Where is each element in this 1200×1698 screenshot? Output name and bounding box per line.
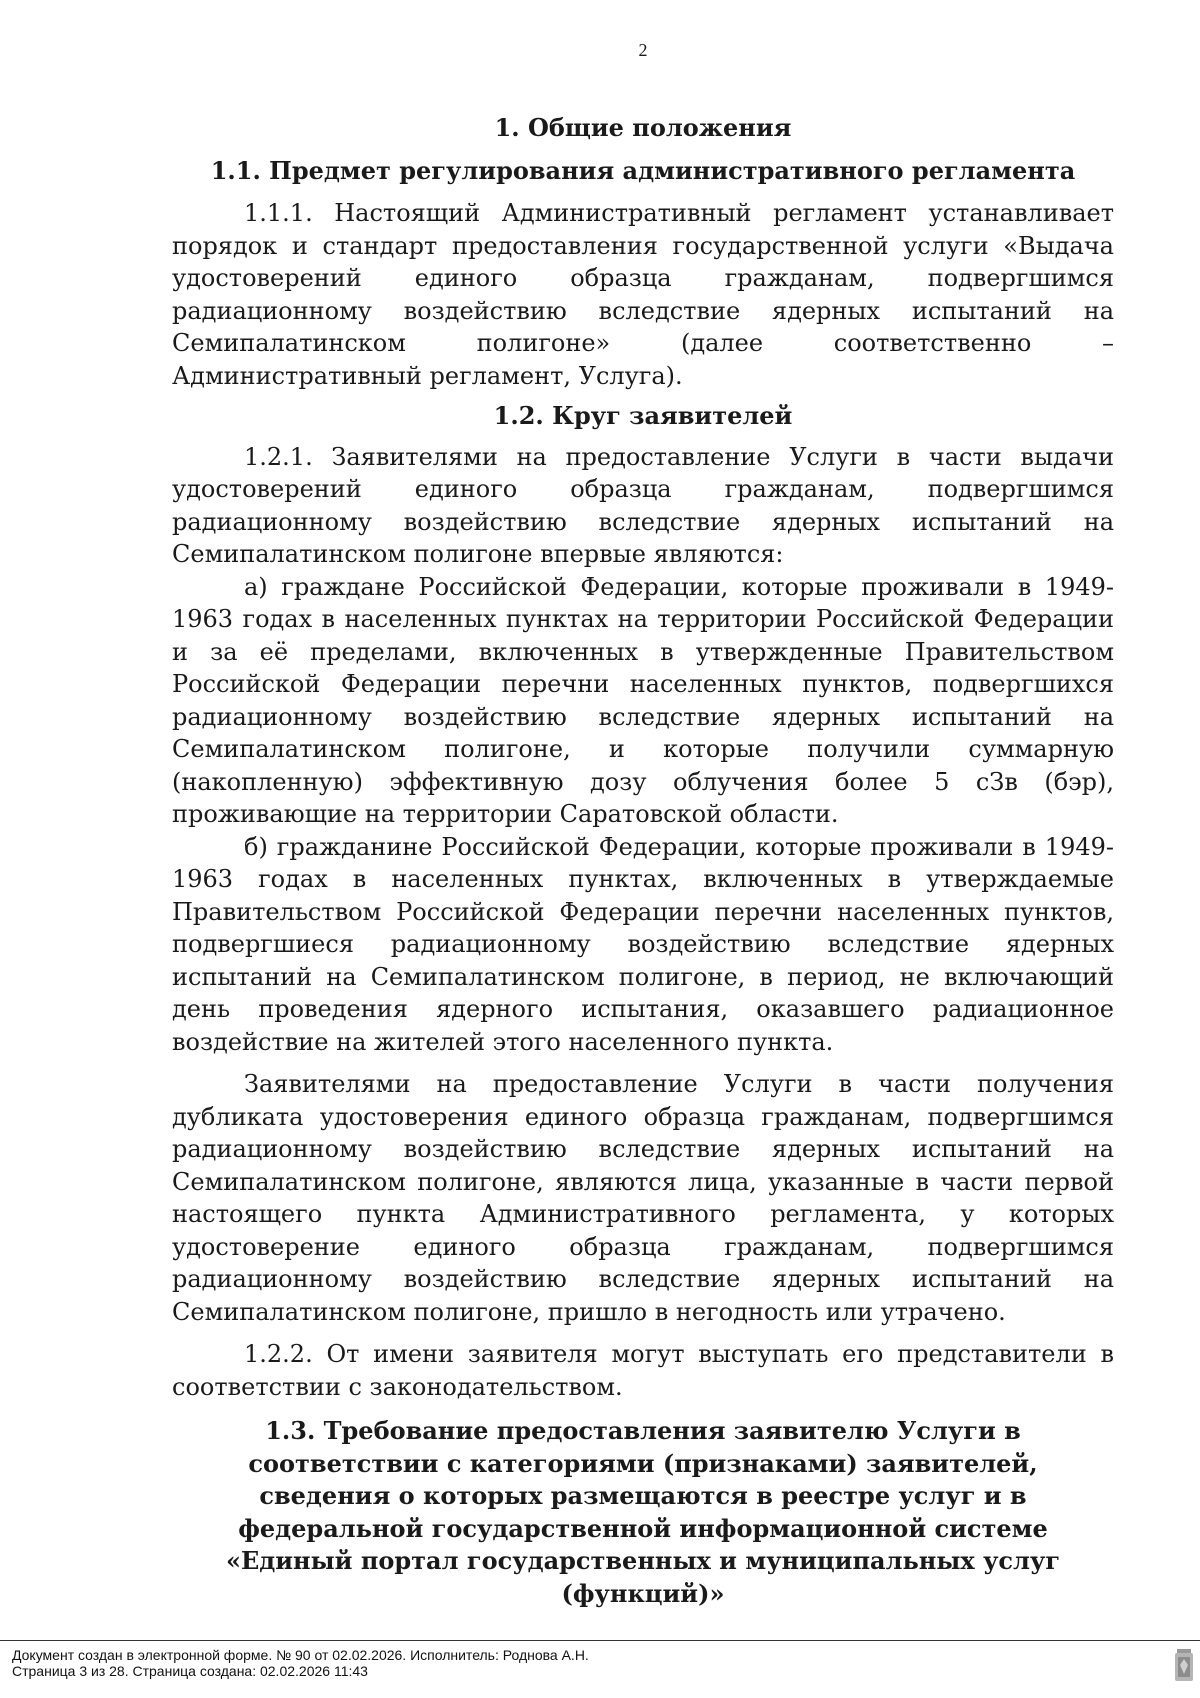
footer-text xyxy=(12,1647,589,1679)
heading-applicants: 1.2. Круг заявителей xyxy=(493,401,793,430)
footer-line-page: Страница 3 из 28. Страница создана: 02.02.2026 11:43 xyxy=(12,1663,368,1679)
document-body xyxy=(172,112,1114,1610)
paragraph-duplicate: Заявителями на предоставление Услуги в части получения дубликата удостоверения единого образца гражданам, подвергшимся радиационному воздействию вследствие ядерных испытаний на Семипалатинском полигоне, являются лица, указанные в части первой настоящего пункта Административного регламента, у которых удостоверение единого образца гражданам, подвергшимся радиационному воздействию вследствие ядерных испытаний на Семипалатинском полигоне, пришло в негодность или утрачено. xyxy=(172,1070,1114,1326)
coat-of-arms-icon xyxy=(1174,1647,1194,1683)
footer-line-document: Документ создан в электронной форме. № 90 от 02.02.2026. Исполнитель: Роднова А.Н. xyxy=(12,1647,589,1663)
paragraph-item-a: а) граждане Российской Федерации, которые проживали в 1949-1963 годах в населенных пунктах на территории Российской Федерации и за её пределами, включенных в утвержденные Правительством Российской Федерации перечни населенных пунктов, подвергшихся радиационному воздействию вследствие ядерных испытаний на Семипалатинском полигоне, и которые получили суммарную (накопленную) эффективную дозу облучения более 5 сЗв (бэр), проживающие на территории Саратовской области. xyxy=(172,572,1114,828)
paragraph-1-2-1: 1.2.1. Заявителями на предоставление Услуги в части выдачи удостоверений единого образца гражданам, подвергшимся радиационному воздействию вследствие ядерных испытаний на Семипалатинском полигоне впервые являются: xyxy=(172,442,1114,568)
document-footer xyxy=(0,1640,1200,1679)
paragraph-1-2-2: 1.2.2. От имени заявителя могут выступать его представители в соответствии с законодательством. xyxy=(172,1340,1114,1401)
paragraph-item-b: б) гражданине Российской Федерации, которые проживали в 1949-1963 годах в населенных пунктах, включенных в утверждаемые Правительством Российской Федерации перечни населенных пунктов, подвергшиеся радиационному воздействию вследствие ядерных испытаний на Семипалатинском полигоне, в период, не включающий день проведения ядерного испытания, оказавшего радиационное воздействие на жителей этого населенного пункта. xyxy=(172,832,1114,1056)
heading-regulation-subject: 1.1. Предмет регулирования административного регламента xyxy=(210,155,1076,185)
paragraph-1-1-1: 1.1.1. Настоящий Административный регламент устанавливает порядок и стандарт предоставления государственной услуги «Выдача удостоверений единого образца гражданам, подвергшимся радиационному воздействию вследствие ядерных испытаний на Семипалатинском полигоне» (далее соответственно – Административный регламент, Услуга). xyxy=(172,199,1114,390)
heading-requirement: 1.3. Требование предоставления заявителю Услуги в соответствии с категориями (признаками) заявителей, сведения о которых размещаются в реестре услуг и в федеральной государственной информационной системе «Единый портал государственных и муниципальных услуг (функций)» xyxy=(225,1416,1061,1608)
page-number: 2 xyxy=(638,40,648,60)
heading-general-provisions: 1. Общие положения xyxy=(494,113,792,142)
